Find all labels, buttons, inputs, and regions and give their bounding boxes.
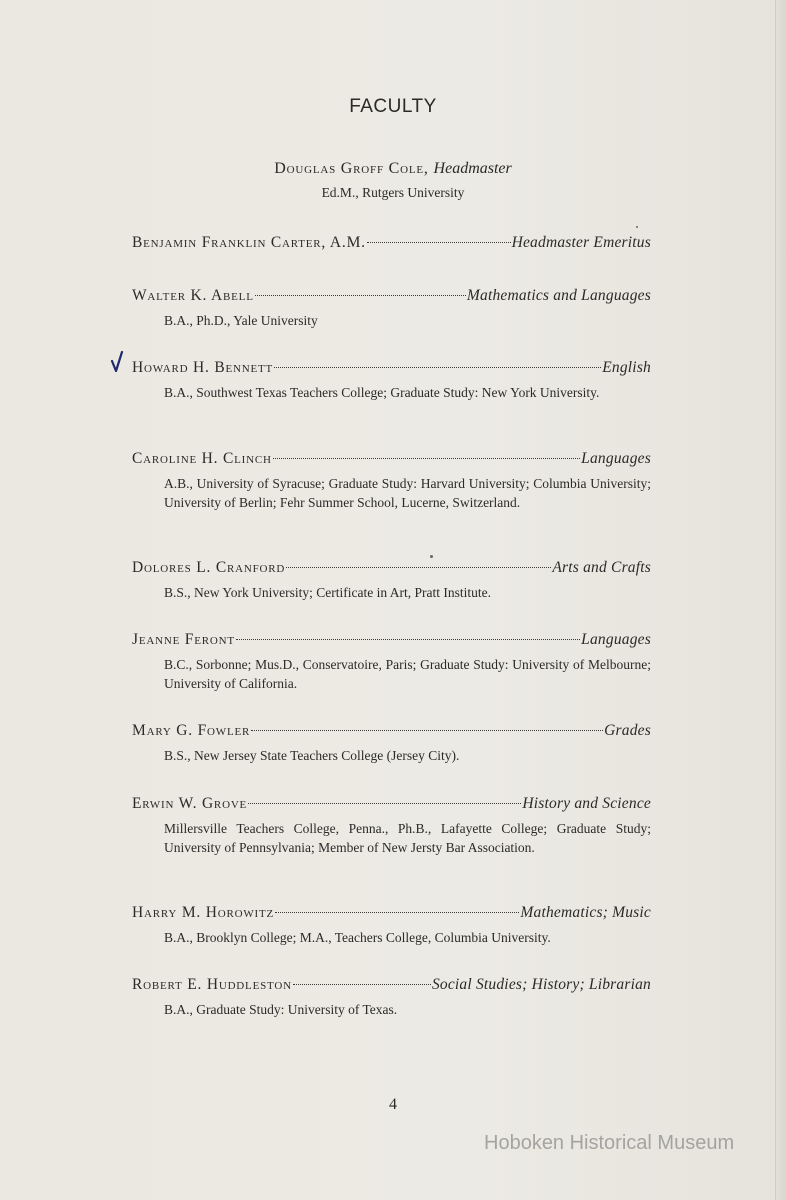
faculty-entry (132, 555, 651, 602)
leader-dots (274, 351, 601, 368)
faculty-entry (132, 627, 651, 693)
faculty-subject: Social Studies; History; Librarian (431, 975, 651, 993)
faculty-subject: Grades (604, 721, 651, 739)
faculty-name: Mary G. Fowler (132, 721, 251, 739)
faculty-entry (132, 446, 651, 512)
page-number: 4 (389, 1096, 397, 1113)
faculty-credentials: B.A., Ph.D., Yale University (164, 312, 318, 328)
faculty-name: Dolores L. Cranford (132, 558, 286, 576)
faculty-credentials: B.C., Sorbonne; Mus.D., Conservatoire, Paris; Graduate Study: University of Melbourne; University of California. (164, 656, 651, 691)
faculty-entry (132, 230, 651, 252)
faculty-subject: History and Science (522, 794, 651, 812)
faculty-subject: English (602, 358, 651, 376)
faculty-credentials: A.B., University of Syracuse; Graduate Study: Harvard University; Columbia University; University of Berlin; Fehr Summer School, Lucerne, Switzerland. (164, 475, 651, 510)
leader-dots (273, 442, 580, 459)
faculty-credentials: B.S., New York University; Certificate in Art, Pratt Institute. (164, 584, 491, 600)
page-title: FACULTY (349, 96, 437, 117)
faculty-entry (132, 791, 651, 857)
faculty-name: Erwin W. Grove (132, 794, 248, 812)
leader-dots (275, 896, 519, 913)
faculty-subject: Mathematics; Music (520, 903, 651, 921)
faculty-credentials: B.A., Graduate Study: University of Texas. (164, 1001, 398, 1017)
leader-dots (236, 623, 580, 640)
faculty-credentials: B.S., New Jersey State Teachers College (Jersey City). (164, 747, 460, 763)
faculty-entry (132, 718, 651, 765)
check-mark-icon (110, 351, 124, 373)
faculty-name: Walter K. Abell (132, 286, 254, 304)
leader-dots (255, 279, 466, 296)
faculty-entry (132, 900, 651, 947)
faculty-subject: Arts and Crafts (552, 558, 651, 576)
leader-dots (248, 787, 521, 804)
leader-dots (251, 714, 603, 731)
leader-dots (286, 551, 551, 568)
faculty-subject: Mathematics and Languages (466, 286, 651, 304)
headmaster-degree: Ed.M., Rutgers University (321, 185, 465, 200)
faculty-name: Benjamin Franklin Carter, A.M. (132, 233, 366, 251)
faculty-subject: Languages (581, 449, 651, 467)
ink-speck (430, 555, 433, 558)
ink-speck (636, 226, 638, 228)
faculty-name: Jeanne Feront (132, 630, 235, 648)
faculty-entry (132, 283, 651, 330)
faculty-subject: Headmaster Emeritus (511, 233, 651, 251)
faculty-credentials: B.A., Southwest Texas Teachers College; Graduate Study: New York University. (164, 384, 600, 400)
faculty-credentials: Millersville Teachers College, Penna., Ph.B., Lafayette College; Graduate Study; University of Pennsylvania; Member of New Jersty Bar Association. (164, 820, 651, 855)
faculty-credentials: B.A., Brooklyn College; M.A., Teachers College, Columbia University. (164, 929, 551, 945)
faculty-entry (132, 355, 651, 402)
faculty-name: Howard H. Bennett (132, 358, 274, 376)
watermark: Hoboken Historical Museum (484, 1132, 735, 1154)
headmaster-role: Headmaster (433, 160, 512, 177)
leader-dots (367, 226, 511, 243)
faculty-name: Harry M. Horowitz (132, 903, 275, 921)
leader-dots (293, 968, 431, 985)
faculty-name: Robert E. Huddleston (132, 975, 292, 993)
headmaster-name: Douglas Groff Cole, (274, 160, 429, 177)
headmaster-line (0, 160, 786, 178)
faculty-name: Caroline H. Clinch (132, 449, 272, 467)
faculty-subject: Languages (581, 630, 651, 648)
faculty-entry (132, 972, 651, 1019)
headmaster-block (0, 160, 786, 201)
